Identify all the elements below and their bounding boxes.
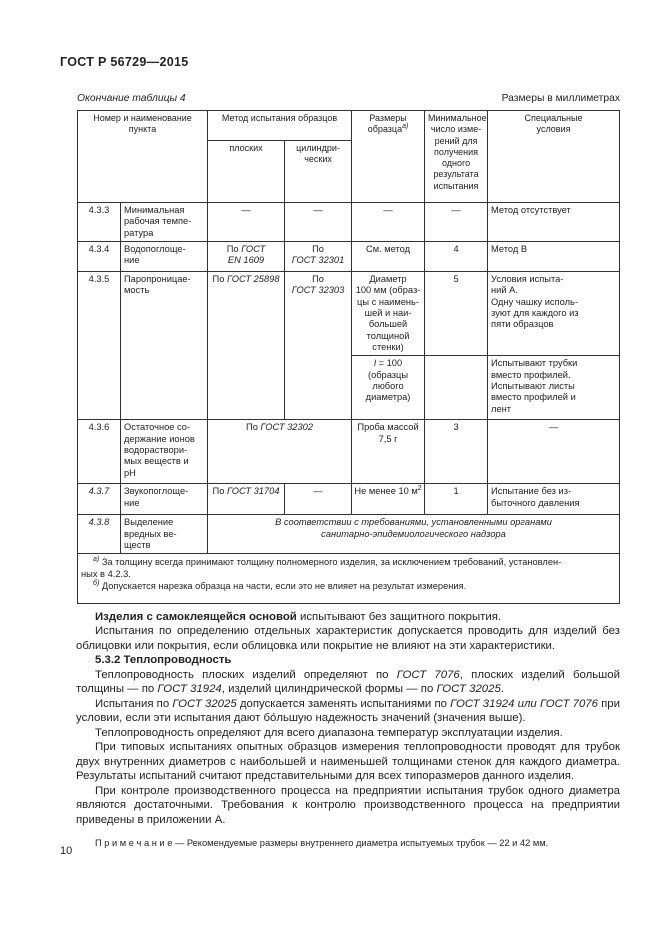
table-row xyxy=(78,420,620,484)
paragraph: Испытания по определению отдельных характеристик допускается проводить для изделий без облицовки или покрытия, если облицовка или покрытие не влияют на эти характеристики. xyxy=(76,625,620,652)
paragraph: Теплопроводность плоских изделий определяют по ГОСТ 7076, плоских изделий большой толщины — по ГОСТ 31924, изделий цилиндрической формы — по ГОСТ 32025. xyxy=(76,668,620,696)
cell-sizes: Не менее 10 $м^2$ xyxy=(352,484,425,515)
col-header-min-count: Минимальное число изме- рений для получения одного результата испытания xyxy=(425,111,488,203)
cell-min-count: 4 xyxy=(425,241,488,271)
cell-sizes: — xyxy=(352,203,425,242)
cell-merged-requirements: В соответствии с требованиями, установленными органами санитарно-эпидемиологического надзора xyxy=(208,515,620,554)
table-row xyxy=(78,241,620,271)
cell-method-flat: По ГОСТ 31704 xyxy=(208,484,285,515)
section-heading-5-3-2: 5.3.2 Теплопроводность xyxy=(95,654,232,667)
col-header-method-group: Метод испытания образцов xyxy=(208,111,352,141)
cell-min-count: 1 xyxy=(425,484,488,515)
cell-item-name: Водопоглоще- ние xyxy=(121,241,208,271)
cell-method-flat: По ГОСТ EN 1609 xyxy=(208,241,285,271)
cell-special: Условия испыта- ний А. Одну чашку исполь- зуют для каждого из пяти образцов xyxy=(488,271,620,355)
cell-item-number: 4.3.3 xyxy=(78,203,121,242)
table-caption-row xyxy=(77,93,620,104)
footnote-a: $^{а)}$ За толщину всегда принимают толщину полномерного изделия, за исключением требований, установлен- ных в 4.2.3. xyxy=(81,556,562,580)
col-header-item: Номер и наименование пункта xyxy=(78,111,208,203)
table-footnotes xyxy=(78,554,620,604)
cell-special: Испытание без из- быточного давления xyxy=(488,484,620,515)
table-row xyxy=(78,515,620,554)
cell-special: — xyxy=(488,420,620,484)
table-row xyxy=(78,203,620,242)
cell-sizes: l = 100 (образцы любого диаметра) xyxy=(352,356,425,420)
cell-item-name: Минимальная рабочая темпе- ратура xyxy=(121,203,208,242)
cell-method-merged: По ГОСТ 32302 xyxy=(208,420,352,484)
note-paragraph: П р и м е ч а н и е — Рекомендуемые размеры внутреннего диаметра испытуемых трубок — 22 и 42 мм. xyxy=(95,838,549,849)
table-caption: Окончание таблицы 4 xyxy=(77,93,186,104)
cell-item-name: Паропроницае- мость xyxy=(121,271,208,419)
cell-item-number: 4.3.4 xyxy=(78,241,121,271)
col-header-flat: плоских xyxy=(208,141,285,203)
cell-method-flat: По ГОСТ 25898 xyxy=(208,271,285,419)
cell-min-count: 5 xyxy=(425,271,488,355)
paragraph: При типовых испытаниях опытных образцов измерения теплопроводности проводят для трубок двух внутренних диаметров с наибольшей и наименьшей толщинами стенок для каждого диаметра. Результаты испытаний считают представительными для всех типоразмеров данного изделия. xyxy=(76,741,620,783)
cell-sizes: См. метод xyxy=(352,241,425,271)
col-header-sizes: Размеры образца$^{а)}$ xyxy=(352,111,425,203)
cell-special: Испытывают трубки вместо профилей. Испытывают листы вместо профилей и лент xyxy=(488,356,620,420)
test-methods-table xyxy=(77,110,620,604)
col-header-special: Специальные условия xyxy=(488,111,620,203)
cell-item-name: Выделение вредных ве- ществ xyxy=(121,515,208,554)
cell-sizes: Проба массой 7,5 г xyxy=(352,420,425,484)
footnote-b: $^{б)}$ Допускается нарезка образца на части, если это не влияет на результат измерения. xyxy=(93,580,467,592)
cell-item-number: 4.3.5 xyxy=(78,271,121,419)
cell-min-count: 3 xyxy=(425,420,488,484)
table-footnote-row xyxy=(78,554,620,604)
cell-method-cyl: — xyxy=(285,203,352,242)
cell-method-flat: — xyxy=(208,203,285,242)
cell-method-cyl: По ГОСТ 32303 xyxy=(285,271,352,419)
page-number: 10 xyxy=(60,845,73,857)
cell-item-name: Остаточное со- держание ионов водораствори- мых веществ и pH xyxy=(121,420,208,484)
cell-special: Метод отсутствует xyxy=(488,203,620,242)
paragraph: Теплопроводность определяют для всего диапазона температур эксплуатации изделия. xyxy=(95,726,563,739)
cell-item-number: 4.3.7 xyxy=(78,484,121,515)
cell-item-name: Звукопоглоще- ние xyxy=(121,484,208,515)
units-note: Размеры в миллиметрах xyxy=(501,93,620,104)
paragraph: Изделия с самоклеящейся основой испытывают без защитного покрытия. xyxy=(95,611,502,623)
col-header-cylindrical: цилиндри- ческих xyxy=(285,141,352,203)
cell-item-number: 4.3.6 xyxy=(78,420,121,484)
cell-sizes: Диаметр 100 мм (образ- цы с наимень- шей и наи- большей толщиной стенки) xyxy=(352,271,425,355)
cell-method-cyl: — xyxy=(285,484,352,515)
header-row-1 xyxy=(78,111,620,141)
cell-min-count: — xyxy=(425,203,488,242)
cell-min-count xyxy=(425,356,488,420)
table-row xyxy=(78,484,620,515)
table-row xyxy=(78,271,620,355)
cell-method-cyl: По ГОСТ 32301 xyxy=(285,241,352,271)
paragraph: Испытания по ГОСТ 32025 допускается заменять испытаниями по ГОСТ 31924 или ГОСТ 7076 при условии, если эти испытания дают бо́льшую надежность значений (значения выше). xyxy=(76,697,621,725)
doc-code: ГОСТ Р 56729—2015 xyxy=(60,55,189,69)
cell-special: Метод В xyxy=(488,241,620,271)
paragraph: При контроле производственного процесса на предприятии испытания трубок одного диаметра являются достаточными. Требования к контролю производственного процесса на предприятии приведены в приложении А. xyxy=(76,784,620,826)
body-text xyxy=(76,610,620,849)
cell-item-number: 4.3.8 xyxy=(78,515,121,554)
